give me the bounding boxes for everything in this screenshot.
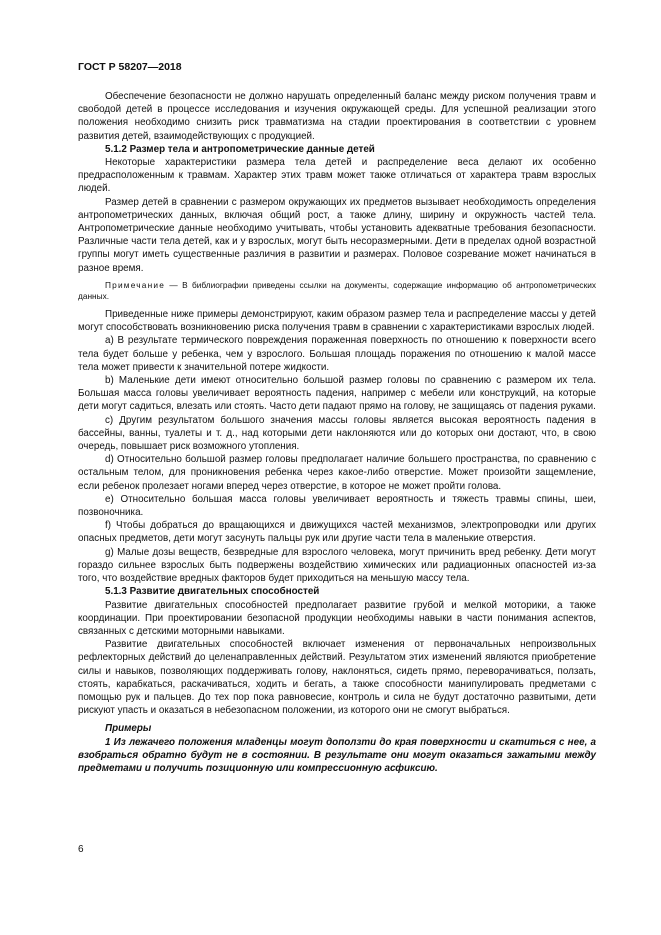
paragraph-motor-skills: Развитие двигательных способностей предполагает развитие грубой и мелкой моторики, а также координации. При проектировании безопасной продукции необходимы навыки в части понимания аспектов, связанных с детскими моторными навыками.: [78, 599, 596, 637]
document-header: ГОСТ Р 58207—2018: [78, 61, 182, 73]
section-heading-5-1-2: 5.1.2 Размер тела и антропометрические данные детей: [105, 143, 375, 155]
note-bibliography: [78, 280, 596, 303]
paragraph-motor-development: Развитие двигательных способностей включает изменения от первоначальных непроизвольных рефлекторных действий до целенаправленных действий. Результатом этих изменений являются приобретение силы и навыков, позволяющих поддерживать голову, наклоняться, сидеть прямо, переворачиваться, ползать, стоять, карабкаться, раскачиваться, ходить и бегать, а также способности манипулировать предметами с помощью рук и пальцев. До тех пор пока равновесие, контроль и сила не будут достаточно развитыми, дети рискуют упасть и оказаться в небезопасном положении, из которого они не смогут выбраться.: [78, 639, 596, 717]
list-item-c: c) Другим результатом большого значения массы головы является высокая вероятность падения в бассейны, ванны, туалеты и т. д., над которыми дети наклоняются или до которых они достают, что, в свою очередь, повышает риск возможного утопления.: [78, 414, 596, 453]
note-label: Примечание: [105, 279, 166, 290]
example-1: 1 Из лежачего положения младенцы могут доползти до края поверхности и скатиться с нее, а взобраться обратно будут не в состоянии. В результате они могут оказаться зажатыми между предметами и получить позиционную или компрессионную асфиксию.: [78, 736, 596, 774]
list-item-g: g) Малые дозы веществ, безвредные для взрослого человека, могут причинить вред ребенку. Дети могут гораздо сильнее взрослых быть подвержены воздействию химических или радиационных опасностей из-за того, что воздействие вредных факторов будет приходиться на меньшую массу тела.: [78, 546, 596, 585]
list-item-b: b) Маленькие дети имеют относительно большой размер головы по сравнению с размером их тела. Большая масса головы увеличивает вероятность падения, например с мебели или конструкций, на которые дети могут садиться, влезать или стоять. Часто дети падают прямо на голову, не защищаясь от падения руками.: [78, 375, 596, 413]
note-text: — В библиографии приведены ссылки на документы, содержащие информацию об антропометрических данных.: [78, 279, 596, 302]
list-item-a: a) В результате термического повреждения пораженная поверхность по отношению к поверхности всего тела будет больше у ребенка, чем у взрослого. Большая площадь поражения по отношению к малой массе тела может привести к значительной потере жидкости.: [78, 335, 596, 373]
paragraph-anthropometric: Размер детей в сравнении с размером окружающих их предметов вызывает необходимость определения антропометрических данных, включая общий рост, а также длину, ширину и окружность частей тела. Антропометрические данные необходимо учитывать, чтобы установить адекватные требования безопасности. Различные части тела детей, как и у взрослых, могут быть несоразмерными. Дети в пределах одной возрастной группы могут иметь существенные различия в развитии и размерах. Половое созревание может начинаться в разное время.: [78, 196, 596, 274]
page-body: [78, 90, 596, 775]
section-heading-5-1-3: 5.1.3 Развитие двигательных способностей: [105, 586, 320, 598]
paragraph-body-size: Некоторые характеристики размера тела детей и распределение веса делают их особенно предрасположенным к травмам. Характер этих травм может также отличаться от характера травм взрослых людей.: [78, 157, 596, 195]
list-item-d: d) Относительно большой размер головы предполагает наличие большего пространства, по сравнению с остальным телом, для проникновения ребенка через какое-либо отверстие. Может произойти защемление, если ребенок пролезает ногами вперед через отверстие, в которое не может пройти голова.: [78, 454, 596, 492]
list-item-e: e) Относительно большая масса головы увеличивает вероятность и тяжесть травмы спины, шеи, позвоночника.: [78, 493, 596, 519]
page-number: 6: [78, 844, 84, 855]
paragraph-safety-balance: Обеспечение безопасности не должно нарушать определенный баланс между риском получения травм и свободой детей в процессе исследования и изучения окружающей среды. Для успешной реализации этого положения необходимо снизить риск травматизма на стадии проектирования в соответствии с уровнем развития детей, взаимодействующих с продукцией.: [78, 91, 596, 142]
paragraph-examples-intro: Приведенные ниже примеры демонстрируют, каким образом размер тела и распределение массы у детей могут способствовать возникновению риска получения травм в сравнении с характеристиками взрослых людей.: [78, 309, 596, 334]
examples-heading: Примеры: [105, 723, 152, 735]
list-item-f: f) Чтобы добраться до вращающихся и движущихся частей механизмов, электропроводки или других опасных предметов, дети могут засунуть пальцы рук или другие части тела в маленькие отверстия.: [78, 520, 596, 545]
